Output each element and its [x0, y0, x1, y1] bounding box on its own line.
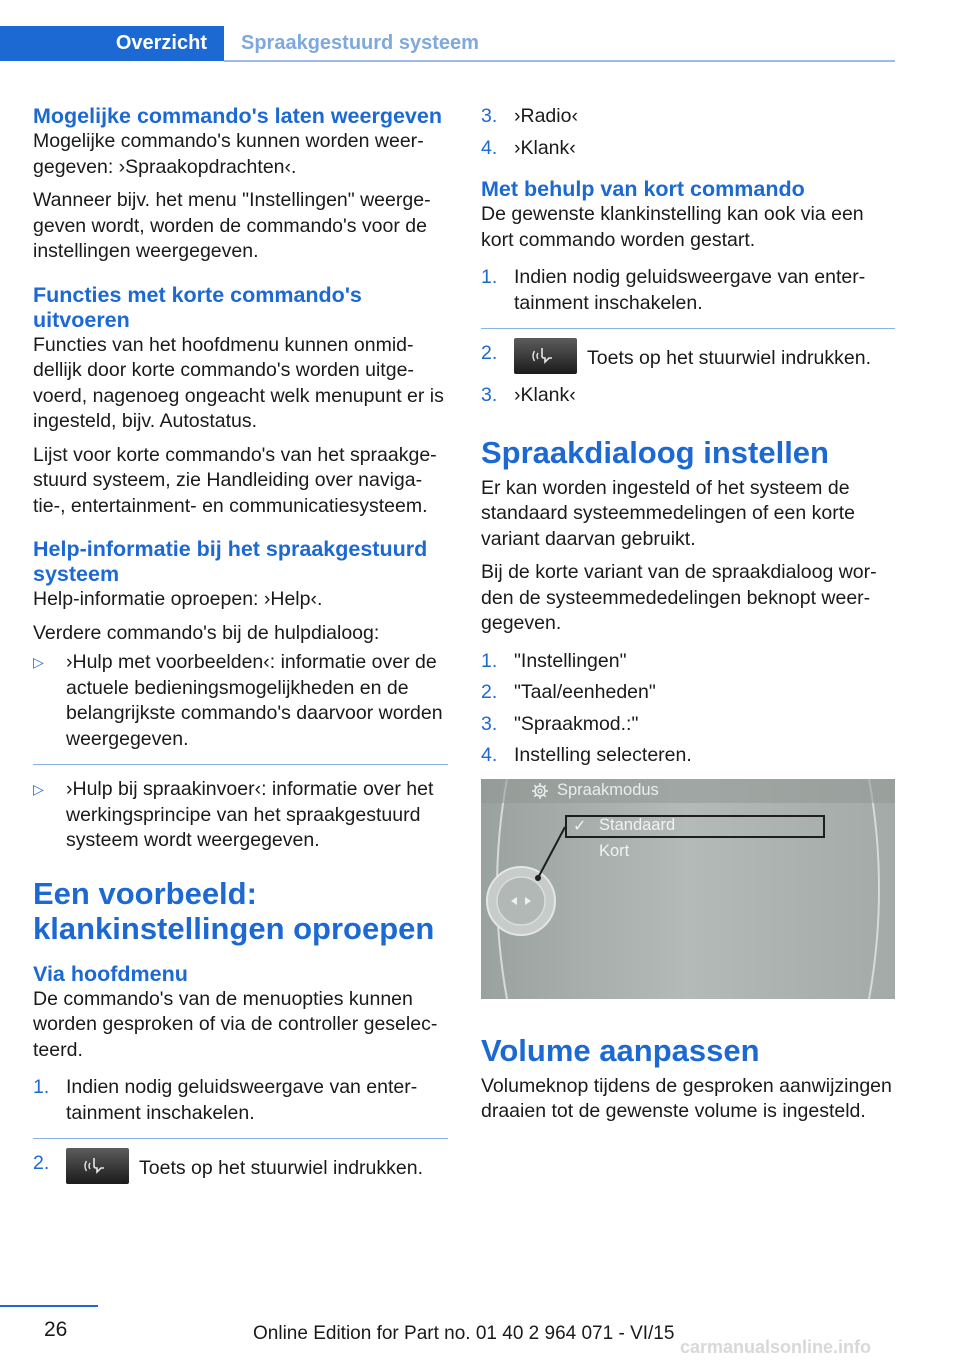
- triangle-bullet-icon: ▷: [33, 781, 44, 797]
- heading-kort-commando: Met behulp van kort commando: [481, 177, 805, 201]
- heading-via-hoofdmenu: Via hoofdmenu: [33, 961, 188, 986]
- left-column: [33, 104, 448, 1197]
- list-item: 2. Toets op het stuurwiel indrukken.: [33, 1151, 448, 1187]
- paragraph: Help-informatie oproepen: ›Help‹.: [33, 588, 323, 610]
- list-item: 4. ›Klank‹: [481, 136, 576, 159]
- paragraph: Verdere commando's bij de hulpdialoog:: [33, 621, 380, 644]
- list-item: 2. Toets op het stuurwiel indrukken.: [481, 341, 895, 377]
- help-bullet-list: [33, 650, 448, 854]
- paragraph: Functies van het hoofdmenu kunnen onmiddellijk door korte commando's worden uitgevoerd, nagenoeg ongeacht welk menupunt er is ingesteld, bijv. Autostatus.: [33, 333, 444, 432]
- list-item: 3. "Spraakmod.:": [481, 712, 639, 735]
- page-number: 26: [44, 1318, 68, 1341]
- triangle-bullet-icon: ▷: [33, 654, 44, 670]
- footer-edition: Online Edition for Part no. 01 40 2 964 071 - VI/15: [253, 1323, 675, 1344]
- list-item: 2. "Taal/eenheden": [481, 681, 656, 703]
- list-item: 3. ›Klank‹: [481, 384, 576, 406]
- heading-help-informatie: Help-informatie bij het spraakgestuurd systeem: [33, 537, 428, 586]
- paragraph: Wanneer bijv. het menu "Instellingen" weergegeven wordt, worden de commando's voor de instellingen weergegeven.: [33, 189, 431, 262]
- steps-list: [33, 1075, 448, 1187]
- voice-button-icon: [514, 338, 577, 374]
- header-divider: [224, 60, 895, 62]
- right-column: [481, 104, 895, 1133]
- footer-divider: [0, 1305, 98, 1307]
- screen-option-kort: Kort: [599, 841, 630, 860]
- list-item: 1. Indien nodig geluidsweergave van entertainment inschakelen.: [481, 265, 895, 329]
- spraakmodus-screen-image: [481, 779, 895, 999]
- checkmark-icon: ✓: [573, 817, 587, 835]
- watermark: carmanualsonline.info: [680, 1337, 872, 1357]
- paragraph: De commando's van de menuopties kunnen worden gesproken of via de controller geselecteerd.: [33, 987, 438, 1061]
- list-item: 3. ›Radio‹: [481, 105, 578, 127]
- voice-button-icon: [66, 1148, 129, 1184]
- screen-option-standaard: Standaard: [599, 815, 676, 834]
- page-header: [0, 26, 895, 63]
- paragraph: Lijst voor korte commando's van het spraakgestuurd systeem, zie Handleiding over navigatie-, entertainment- en communicatiesysteem.: [33, 443, 437, 517]
- heading-spraakdialoog-instellen: Spraakdialoog instellen: [481, 434, 829, 470]
- paragraph: Bij de korte variant van de spraakdialoog worden de systeemmededelingen beknopt weergegeven.: [481, 561, 877, 634]
- paragraph: Mogelijke commando's kunnen worden weergegeven: ›Spraakopdrachten‹.: [33, 130, 424, 178]
- list-item: 1. "Instellingen": [481, 649, 627, 672]
- tab-overzicht[interactable]: Overzicht: [0, 26, 224, 61]
- steps-list-continued: [481, 104, 895, 161]
- screen-title: Spraakmodus: [557, 780, 659, 799]
- paragraph: De gewenste klankinstelling kan ook via een kort commando worden gestart.: [481, 203, 864, 251]
- list-item: ▷ ›Hulp bij spraakinvoer‹: informatie over het werkingsprincipe van het spraakgestuurd systeem wordt weergegeven.: [33, 778, 434, 851]
- steps-list-spraakdialoog: [481, 649, 895, 769]
- heading-volume-aanpassen: Volume aanpassen: [481, 1032, 760, 1068]
- heading-korte-commandos: Functies met korte commando's uitvoeren: [33, 282, 362, 332]
- list-item: ▷ ›Hulp met voorbeelden‹: informatie over de actuele bedieningsmogelijkheden en de belangrijkste commando's daarvoor worden weergegeven.: [33, 650, 448, 765]
- paragraph: Er kan worden ingesteld of het systeem de standaard systeemmedelingen of een korte variant daarvan gebruikt.: [481, 476, 855, 550]
- gear-icon: [531, 782, 549, 805]
- list-item: 4. Instelling selecteren.: [481, 744, 692, 766]
- heading-een-voorbeeld: Een voorbeeld: klankinstellingen oproepen: [33, 875, 435, 946]
- tab-spraakgestuurd-systeem[interactable]: Spraakgestuurd systeem: [241, 32, 479, 54]
- list-item: 1. Indien nodig geluidsweergave van entertainment inschakelen.: [33, 1075, 448, 1139]
- heading-mogelijke-commandos: Mogelijke commando's laten weergeven: [33, 104, 442, 128]
- paragraph: Volumeknop tijdens de gesproken aanwijzingen draaien tot de gewenste volume is ingesteld.: [481, 1074, 892, 1122]
- steps-list-kort: [481, 265, 895, 409]
